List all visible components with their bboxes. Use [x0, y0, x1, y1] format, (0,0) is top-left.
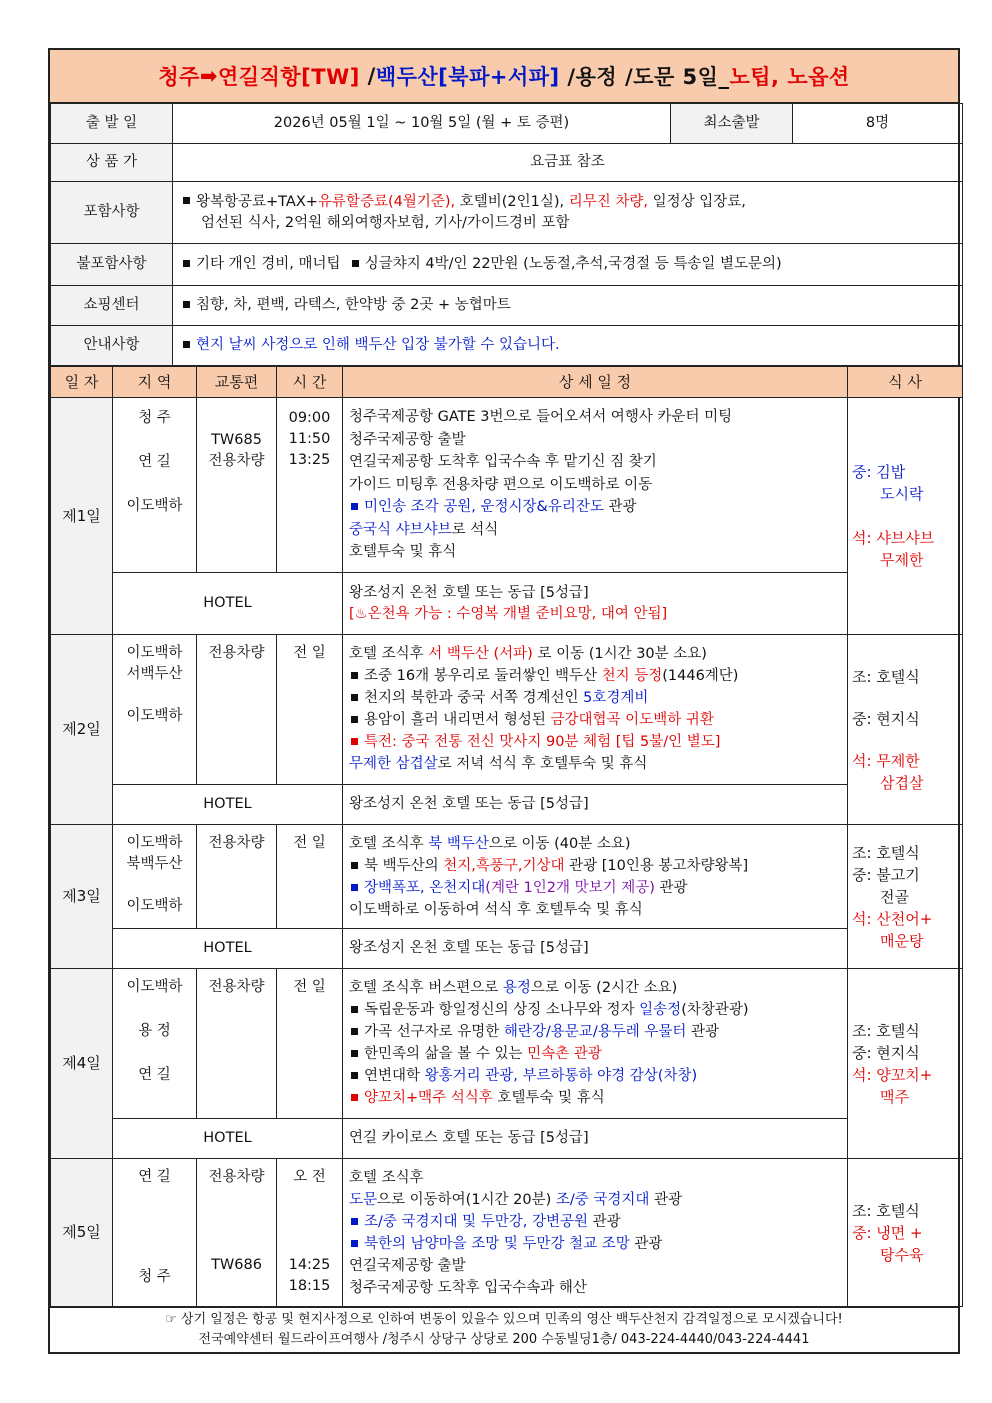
min-value: 8명 [793, 104, 963, 144]
arrow-icon: ➡ [199, 64, 219, 88]
title-sep: / [359, 64, 376, 88]
day5-detail: 호텔 조식후 도문으로 이동하여(1시간 20분) 조/중 국경지대 관광 조/중 국경지대 및 두만강, 강변공원 관광 북한의 남양마을 조망 및 두만강 철교 조망 관광 연길국제공항 출발 청주국제공항 도착후 입국수속과 해산 [343, 1159, 848, 1307]
bullet-icon [352, 260, 359, 267]
day5-times: 오 전 14:25 18:15 [277, 1159, 343, 1307]
day4-regions: 이도백하 용 정 연 길 [113, 969, 197, 1119]
day4-transport: 전용차량 [197, 969, 277, 1119]
itinerary-sheet [48, 48, 960, 1354]
header-detail: 상 세 일 정 [343, 367, 848, 398]
header-meal: 식 사 [848, 367, 963, 398]
footer-contact: 전국예약센터 월드라이프여행사 /청주시 상당구 상당로 200 수동빌딩1층/ 043-224-4440/043-224-4441 [198, 1332, 810, 1347]
title-route: 연길직항[TW] [218, 65, 360, 89]
day4-row [51, 969, 963, 1119]
bullet-icon [183, 301, 190, 308]
day2-meals: 조: 호텔식 중: 현지식 석: 무제한 삼겹살 [848, 635, 963, 825]
day3-hotel: 왕조성지 온천 호텔 또는 동급 [5성급] [343, 929, 848, 969]
day1-row [51, 398, 963, 573]
notice-value: 현지 날씨 사정으로 인해 백두산 입장 불가할 수 있습니다. [173, 326, 963, 366]
day5-regions: 연 길 청 주 [113, 1159, 197, 1307]
title-origin: 청주 [158, 65, 200, 89]
day2-hotel: 왕조성지 온천 호텔 또는 동급 [5성급] [343, 785, 848, 825]
bullet-icon [351, 1050, 358, 1057]
day1-meals: 중: 김밥 도시락 석: 샤브샤브 무제한 [848, 398, 963, 635]
day3-meals: 조: 호텔식 중: 불고기 전골 석: 산천어+ 매운탕 [848, 825, 963, 969]
day3-label: 제3일 [51, 825, 113, 969]
schedule-header [51, 367, 963, 398]
bullet-icon [351, 738, 358, 745]
excluded-label: 불포함사항 [51, 244, 173, 286]
info-table [50, 103, 963, 366]
day2-time: 전 일 [277, 635, 343, 785]
day4-hotel-row [51, 1119, 963, 1159]
day1-label: 제1일 [51, 398, 113, 635]
day1-regions: 청 주 연 길 이도백하 [113, 398, 197, 573]
departure-value: 2026년 05월 1일 ~ 10월 5일 (월 + 토 증편) [173, 104, 671, 144]
bullet-icon [183, 341, 190, 348]
day2-regions: 이도백하 서백두산 이도백하 [113, 635, 197, 785]
day2-transport: 전용차량 [197, 635, 277, 785]
bullet-icon [351, 694, 358, 701]
day3-row [51, 825, 963, 929]
day3-time: 전 일 [277, 825, 343, 929]
bullet-icon [351, 1028, 358, 1035]
min-label: 최소출발 [671, 104, 793, 144]
bullet-icon [351, 1218, 358, 1225]
day4-hotel: 연길 카이로스 호텔 또는 동급 [5성급] [343, 1119, 848, 1159]
day4-hotel-label: HOTEL [113, 1119, 343, 1159]
day5-label: 제5일 [51, 1159, 113, 1307]
included-label: 포함사항 [51, 182, 173, 244]
bullet-icon [351, 672, 358, 679]
day2-hotel-label: HOTEL [113, 785, 343, 825]
shopping-value: 침향, 차, 편백, 라텍스, 한약방 중 2곳 + 농협마트 [173, 286, 963, 326]
title-baekdu: 백두산[북파+서파] [375, 65, 560, 89]
shopping-label: 쇼핑센터 [51, 286, 173, 326]
bullet-icon [183, 260, 190, 267]
header-day: 일 자 [51, 367, 113, 398]
day3-hotel-row [51, 929, 963, 969]
footer [50, 1307, 958, 1352]
header-region: 지 역 [113, 367, 197, 398]
bullet-icon [351, 1072, 358, 1079]
day4-meals: 조: 호텔식 중: 현지식 석: 양꼬치+ 맥주 [848, 969, 963, 1159]
bullet-icon [351, 716, 358, 723]
day2-detail: 호텔 조식후 서 백두산 (서파) 로 이동 (1시간 30분 소요) 조중 16개 봉우리로 둘러쌓인 백두산 천지 등정(1446계단) 천지의 북한과 중국 서쪽 경계선인 5호경계비 용암이 흘러 내리면서 형성된 금강대협곡 이도백하 귀환 특전: 중국 전통 전신 맛사지 90분 체험 [팁 5불/인 별도] 무제한 삼겹살로 저녁 석식 후 호텔투숙 및 휴식 [343, 635, 848, 785]
title-no-tip: 노팁, 노옵션 [729, 65, 850, 89]
day4-time: 전 일 [277, 969, 343, 1119]
day2-row [51, 635, 963, 785]
day4-label: 제4일 [51, 969, 113, 1159]
bullet-icon [351, 884, 358, 891]
bullet-icon [183, 197, 190, 204]
day1-detail: 청주국제공항 GATE 3번으로 들어오셔서 여행사 카운터 미팅 청주국제공항 출발 연길국제공항 도착후 입국수속 후 맡기신 짐 찾기 가이드 미팅후 전용차량 편으로 이도백하로 이동 미인송 조각 공원, 운정시장&유리잔도 관광 중국식 샤브샤브로 석식 호텔투숙 및 휴식 [343, 398, 848, 573]
price-label: 상 품 가 [51, 144, 173, 182]
bullet-icon [351, 503, 358, 510]
day3-detail: 호텔 조식후 북 백두산으로 이동 (40분 소요) 북 백두산의 천지,흑풍구,기상대 관광 [10인용 봉고차량왕복] 장백폭포, 온천지대(계란 1인2개 맛보기 제공) 관광 이도백하로 이동하여 석식 후 호텔투숙 및 휴식 [343, 825, 848, 929]
day1-times: 09:00 11:50 13:25 [277, 398, 343, 573]
day3-hotel-label: HOTEL [113, 929, 343, 969]
day2-hotel-row [51, 785, 963, 825]
day1-transport: TW685 전용차량 [197, 398, 277, 573]
day2-label: 제2일 [51, 635, 113, 825]
excluded-value: 기타 개인 경비, 매너팁 싱글챠지 4박/인 22만원 (노동절,추석,국경절 등 특송일 별도문의) [173, 244, 963, 286]
page-title [50, 50, 958, 103]
day4-detail: 호텔 조식후 버스편으로 용정으로 이동 (2시간 소요) 독립운동과 항일정신의 상징 소나무와 정자 일송정(차창관광) 가곡 선구자로 유명한 해란강/용문교/용두레 우물터 관광 한민족의 삶을 볼 수 있는 민속촌 관광 연변대학 왕홍거리 관광, 부르하통하 야경 감상(차창) 양꼬치+맥주 석식후 호텔투숙 및 휴식 [343, 969, 848, 1119]
schedule-table [50, 366, 963, 1307]
day3-regions: 이도백하 북백두산 이도백하 [113, 825, 197, 929]
notice-label: 안내사항 [51, 326, 173, 366]
day5-meals: 조: 호텔식 중: 냉면 + 탕수육 [848, 1159, 963, 1307]
bullet-icon [351, 862, 358, 869]
day3-transport: 전용차량 [197, 825, 277, 929]
price-value: 요금표 참조 [173, 144, 963, 182]
included-value: 왕복항공료+TAX+유류할증료(4월기준), 호텔비(2인1실), 리무진 차량, 일정상 입장료, 엄선된 식사, 2억원 해외여행자보험, 기사/가이드경비 포함 [173, 182, 963, 244]
header-transport: 교통편 [197, 367, 277, 398]
bullet-icon [351, 1006, 358, 1013]
header-time: 시 간 [277, 367, 343, 398]
departure-label: 출 발 일 [51, 104, 173, 144]
bullet-icon [351, 1240, 358, 1247]
day1-hotel-label: HOTEL [113, 573, 343, 635]
footer-note: ☞ 상기 일정은 항공 및 현지사정으로 인하여 변동이 있을수 있으며 민족의 영산 백두산천지 감격일정으로 모시겠습니다! [165, 1312, 843, 1327]
bullet-icon [351, 1094, 358, 1101]
day5-transport: 전용차량 TW686 [197, 1159, 277, 1307]
day5-row [51, 1159, 963, 1307]
day1-hotel: 왕조성지 온천 호텔 또는 동급 [5성급] [♨온천욕 가능 : 수영복 개별 준비요망, 대여 안됨] [343, 573, 848, 635]
day1-hotel-row [51, 573, 963, 635]
title-rest: /용정 /도문 5일_ [559, 65, 730, 89]
